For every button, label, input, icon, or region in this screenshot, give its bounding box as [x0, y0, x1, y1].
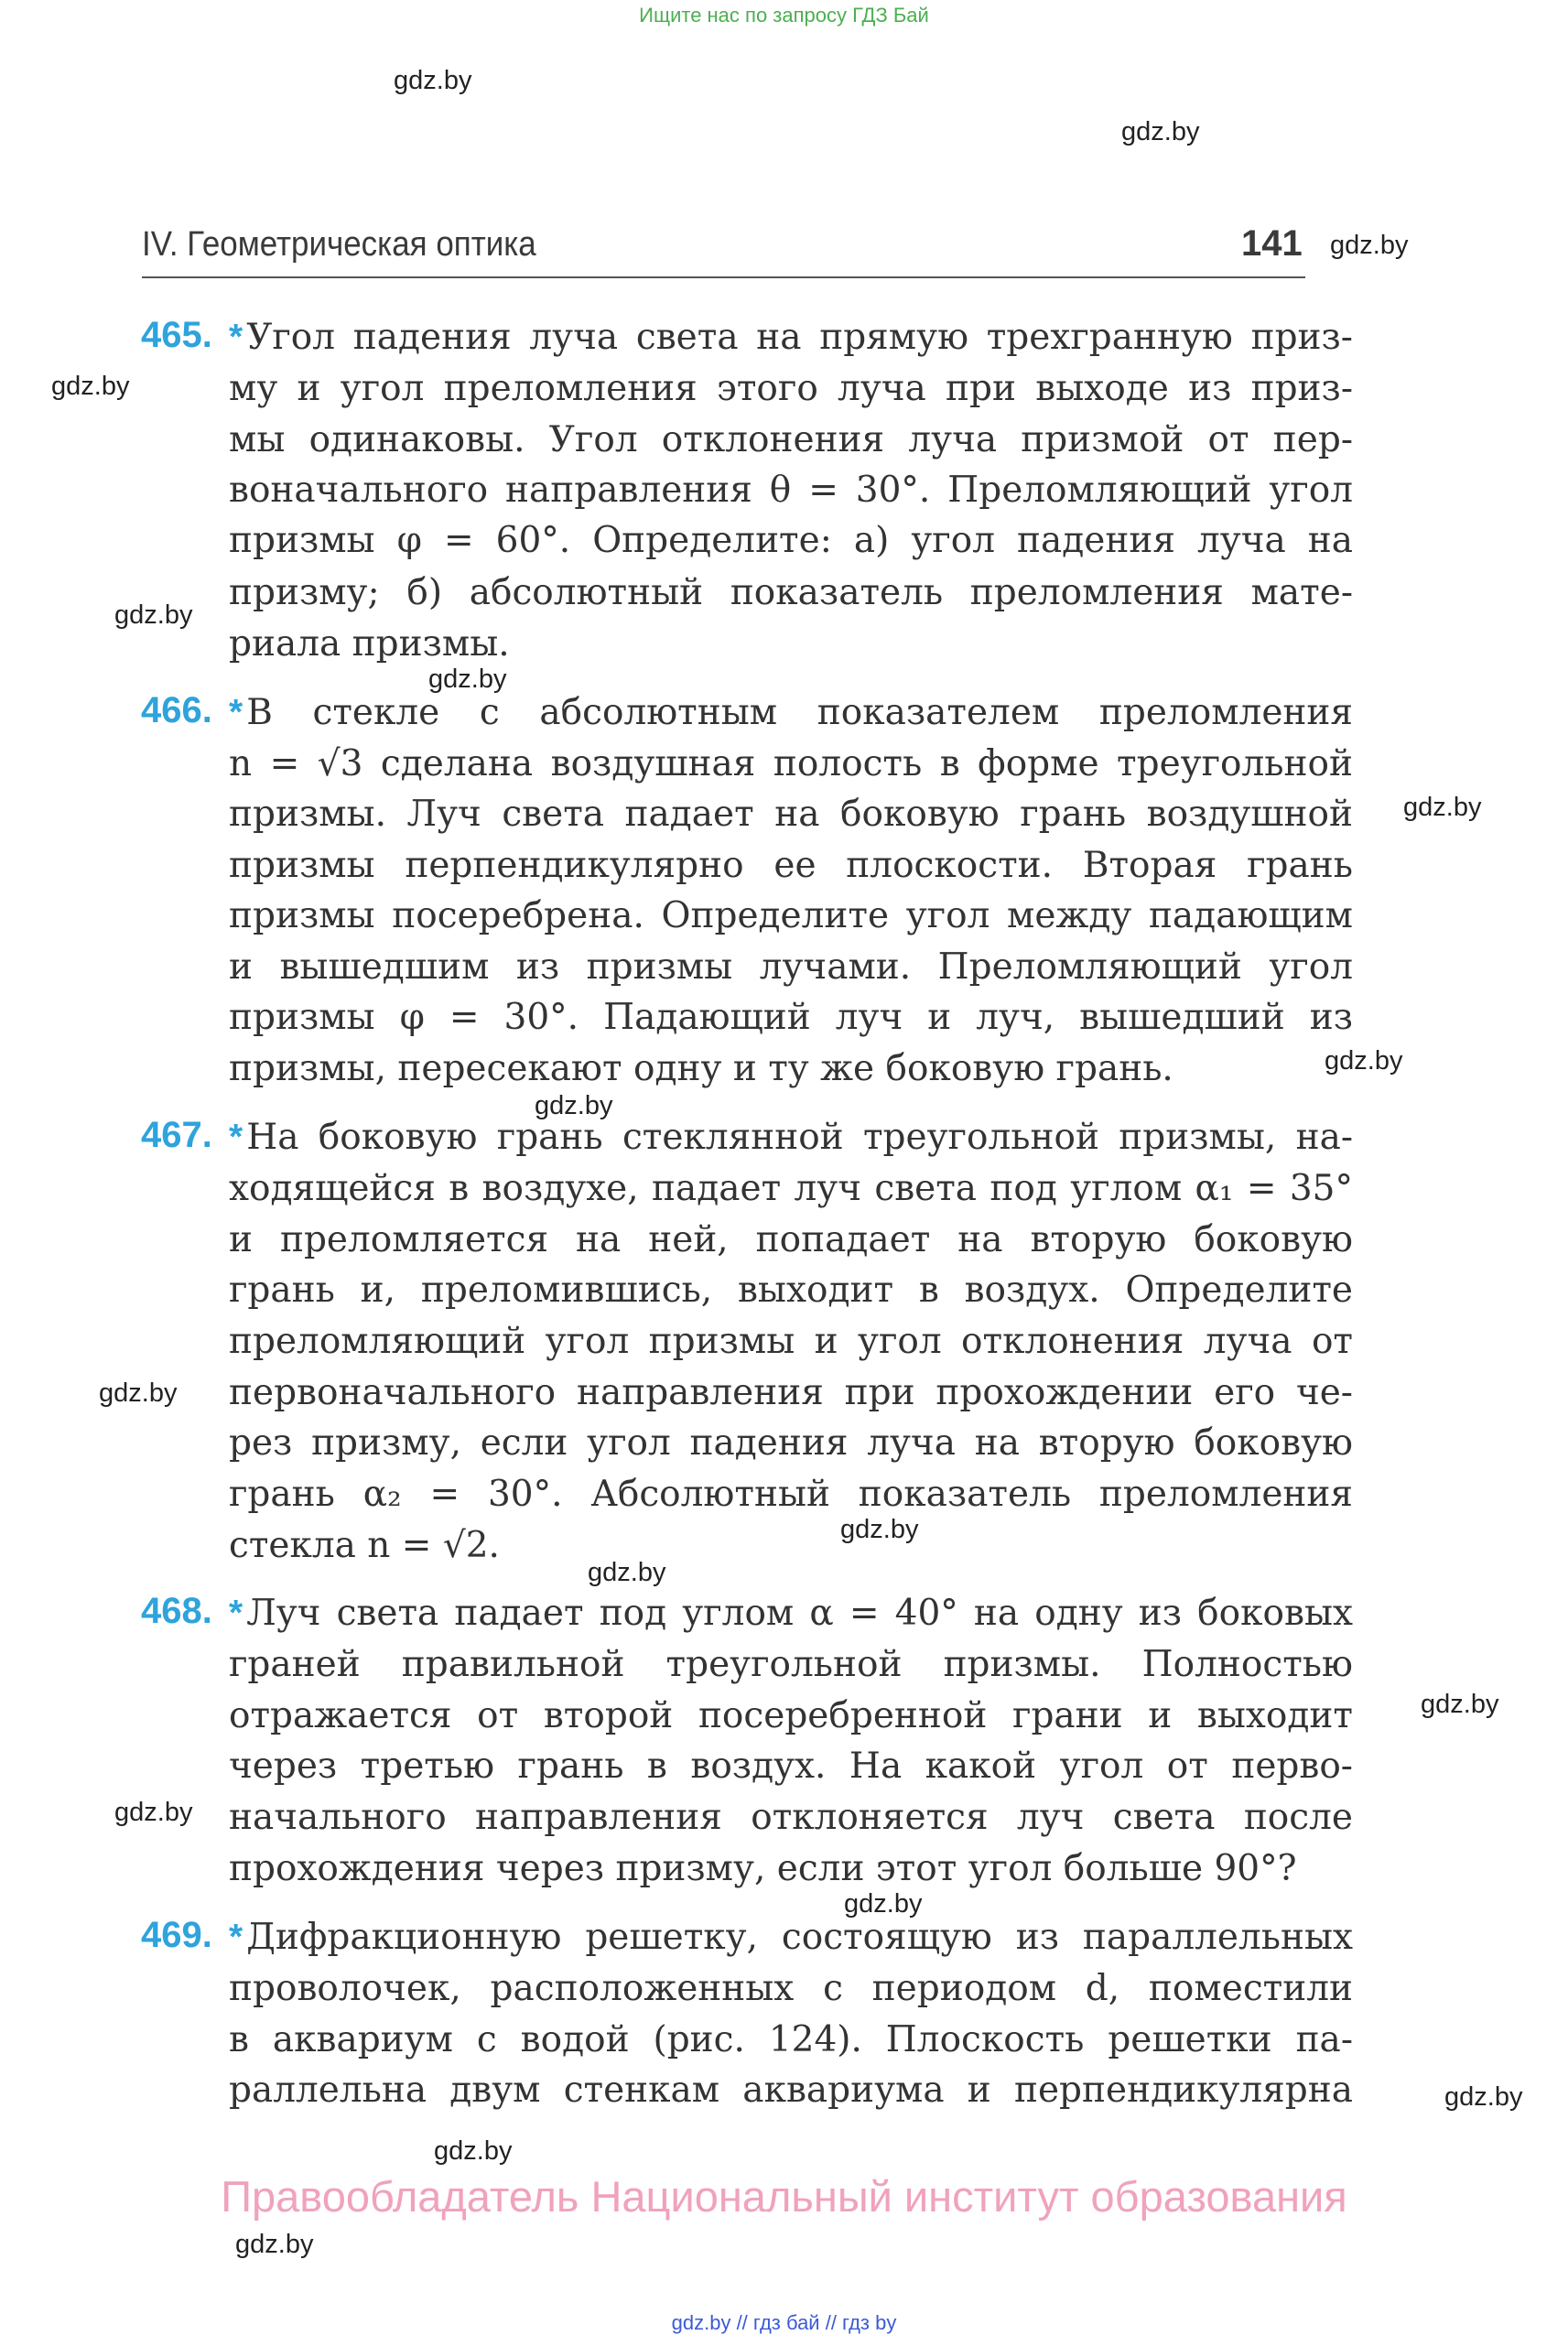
problem-line: первоначального направления при прохождении его че- [229, 1372, 1353, 1413]
problem-line: мы одинаковы. Угол отклонения луча призмой от пер- [229, 419, 1353, 460]
problem-number: 465. [141, 315, 212, 355]
problem-line: призмы посеребрена. Определите угол между падающим [229, 895, 1353, 936]
problem-line: рез призму, если угол падения луча на вторую боковую [229, 1422, 1353, 1464]
problem-line [229, 1588, 1353, 1639]
watermark: gdz.by [1325, 1046, 1403, 1076]
problem-line: в аквариум с водой (рис. 124). Плоскость решетки па- [229, 2019, 1353, 2060]
problem-line [229, 1912, 1353, 1963]
problem-text: Луч света падает под углом α = 40° на одну из боковых [246, 1593, 1353, 1634]
problem-line: риала призмы. [229, 623, 510, 665]
problem-line: воначального направления θ = 30°. Преломляющий угол [229, 470, 1353, 511]
star-marker: * [229, 1918, 243, 1957]
footer-links[interactable]: gdz.by // гдз бай // гдз by [671, 2311, 897, 2334]
problem-number: 468. [141, 1591, 212, 1631]
watermark: gdz.by [1421, 1690, 1499, 1719]
copyright-notice: Правообладатель Национальный институт образования [221, 2172, 1347, 2221]
watermark: gdz.by [114, 600, 193, 630]
header-divider [142, 276, 1305, 278]
problem-line: му и угол преломления этого луча при выходе из приз- [229, 368, 1353, 409]
watermark: gdz.by [840, 1515, 919, 1544]
problem-text: Угол падения луча света на прямую трехгранную приз- [246, 317, 1353, 358]
star-marker: * [229, 693, 243, 732]
watermark: gdz.by [1330, 231, 1409, 260]
problem-line: начального направления отклоняется луч света после [229, 1797, 1353, 1838]
section-title: IV. Геометрическая оптика [142, 225, 536, 264]
problem-line [229, 687, 1353, 739]
problem-line [229, 1112, 1353, 1163]
watermark: gdz.by [434, 2136, 513, 2166]
watermark: gdz.by [394, 66, 472, 95]
problem-text: Дифракционную решетку, состоящую из параллельных [246, 1917, 1353, 1958]
problem-line: призмы φ = 60°. Определите: а) угол падения луча на [229, 520, 1353, 561]
watermark: gdz.by [114, 1798, 193, 1827]
problem-number: 469. [141, 1915, 212, 1955]
problem-number: 467. [141, 1115, 212, 1155]
watermark: gdz.by [428, 665, 507, 694]
watermark: gdz.by [588, 1558, 666, 1587]
star-marker: * [229, 1118, 243, 1157]
problem-line: прохождения через призму, если этот угол больше 90°? [229, 1848, 1297, 1889]
star-marker: * [229, 318, 243, 357]
watermark: gdz.by [535, 1091, 613, 1120]
problem-line: и преломляется на ней, попадает на вторую боковую [229, 1219, 1353, 1260]
problem-text: На боковую грань стеклянной треугольной призмы, на- [246, 1117, 1353, 1158]
watermark: gdz.by [1121, 117, 1200, 146]
problem-line: отражается от второй посеребренной грани и выходит [229, 1695, 1353, 1736]
watermark: gdz.by [1403, 793, 1482, 822]
watermark: gdz.by [844, 1889, 923, 1919]
page-number: 141 [1241, 223, 1303, 264]
problem-text: В стекле с абсолютным показателем преломления [246, 692, 1353, 733]
problem-line: граней правильной треугольной призмы. Полностью [229, 1644, 1353, 1685]
top-banner: Ищите нас по запросу ГДЗ Бай [639, 4, 929, 27]
problem-line: призмы φ = 30°. Падающий луч и луч, вышедший из [229, 997, 1353, 1038]
problem-line: преломляющий угол призмы и угол отклонения луча от [229, 1321, 1353, 1362]
watermark: gdz.by [235, 2230, 314, 2259]
problem-line [229, 312, 1353, 363]
problem-line: призмы. Луч света падает на боковую грань воздушной [229, 794, 1353, 835]
problem-line: призму; б) абсолютный показатель преломления мате- [229, 572, 1353, 613]
star-marker: * [229, 1594, 243, 1633]
watermark: gdz.by [1444, 2082, 1523, 2112]
problem-line: грань α₂ = 30°. Абсолютный показатель преломления [229, 1474, 1353, 1515]
problem-line: стекла n = √2. [229, 1525, 500, 1566]
problem-line: грань и, преломившись, выходит в воздух. Определите [229, 1270, 1353, 1311]
watermark: gdz.by [99, 1378, 178, 1408]
problem-line: n = √3 сделана воздушная полость в форме треугольной [229, 743, 1353, 784]
problem-line: раллельна двум стенкам аквариума и перпендикулярна [229, 2070, 1353, 2111]
problem-line: и вышедшим из призмы лучами. Преломляющий угол [229, 946, 1353, 988]
problem-line: призмы перпендикулярно ее плоскости. Вторая грань [229, 845, 1353, 886]
problem-line: через третью грань в воздух. На какой угол от перво- [229, 1746, 1353, 1787]
problem-line: ходящейся в воздухе, падает луч света под углом α₁ = 35° [229, 1168, 1353, 1209]
problem-line: проволочек, расположенных с периодом d, поместили [229, 1968, 1353, 2009]
problem-line: призмы, пересекают одну и ту же боковую грань. [229, 1048, 1173, 1089]
problem-number: 466. [141, 690, 212, 730]
watermark: gdz.by [51, 372, 130, 401]
